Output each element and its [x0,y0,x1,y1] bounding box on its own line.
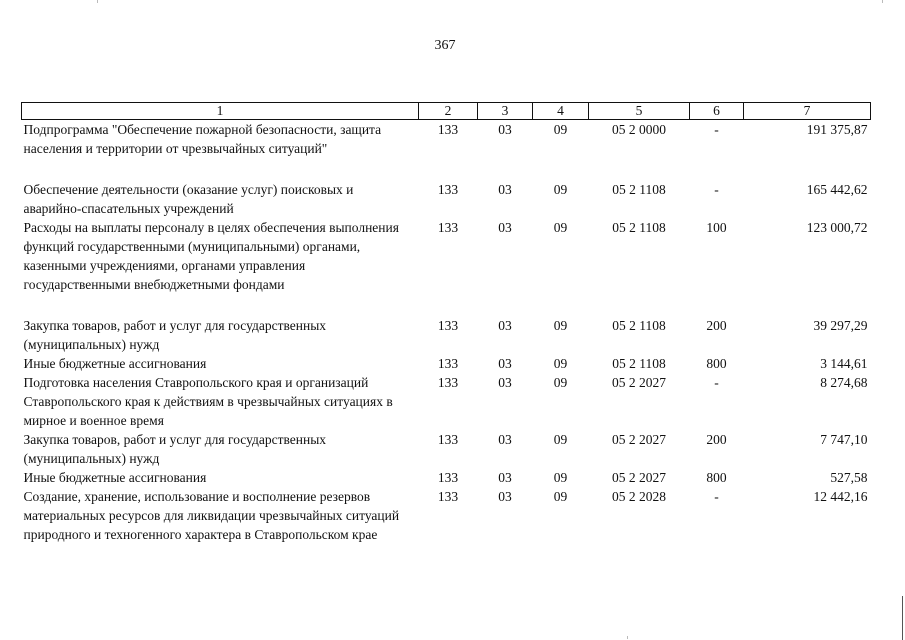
row-code-6: 100 [706,220,727,235]
row-name: Закупка товаров, работ и услуг для государственных (муниципальных) нужд [23,432,327,466]
row-amount: 7 747,10 [820,432,868,447]
row-amount: 123 000,72 [806,220,868,235]
row-amount: 3 144,61 [820,356,868,371]
row-code-4: 09 [553,470,568,485]
table-row [22,354,871,373]
row-amount: 12 442,16 [813,489,868,504]
row-code-3: 03 [498,489,512,504]
row-code-4: 09 [553,318,568,333]
row-code-4: 09 [553,375,568,390]
row-name: Подпрограмма "Обеспечение пожарной безопасности, защита населения и территории от чрезвычайных ситуаций" [23,122,382,156]
row-code-5: 05 2 2027 [612,470,666,485]
column-header-1: 1 [22,103,419,120]
row-code-5: 05 2 2027 [612,375,666,390]
column-header-4: 4 [533,103,589,120]
row-code-2: 133 [437,470,459,485]
row-name: Обеспечение деятельности (оказание услуг) поисковых и аварийно-спасательных учреждений [23,182,354,216]
row-code-6: - [714,489,719,504]
row-code-5: 05 2 2027 [612,432,666,447]
table-row [22,316,871,354]
row-code-6: 200 [706,432,727,447]
row-code-3: 03 [498,182,512,197]
row-code-5: 05 2 2028 [612,489,666,504]
row-code-6: 200 [706,318,727,333]
row-name: Иные бюджетные ассигнования [23,470,207,485]
row-amount: 39 297,29 [813,318,868,333]
row-code-2: 133 [437,375,459,390]
row-code-3: 03 [498,356,512,371]
row-code-4: 09 [553,432,568,447]
column-header-5: 5 [589,103,690,120]
row-code-6: - [714,122,719,137]
row-code-5: 05 2 1108 [612,220,666,235]
row-code-2: 133 [437,220,459,235]
row-name: Расходы на выплаты персоналу в целях обеспечения выполнения функций государственными (муниципальными) органами, казенными учреждениями, органами управления государственными внебюджетными фондами [23,220,399,292]
row-name: Подготовка населения Ставропольского края и организаций Ставропольского края к действиям в чрезвычайных ситуациях в мирное и военное время [23,375,393,428]
row-name: Создание, хранение, использование и восполнение резервов материальных ресурсов для ликвидации чрезвычайных ситуаций природного и техногенного характера в Ставропольском крае [23,489,400,542]
row-code-3: 03 [498,375,512,390]
scan-dot [97,0,98,3]
table-row [22,468,871,487]
page-number: 367 [434,38,456,53]
table-row [22,180,871,218]
table-row [22,373,871,430]
row-code-6: - [714,182,719,197]
row-code-2: 133 [437,489,459,504]
row-spacer [22,294,871,316]
row-amount: 527,58 [830,470,868,485]
row-code-5: 05 2 0000 [612,122,666,137]
row-code-4: 09 [553,489,568,504]
row-code-2: 133 [437,122,459,137]
row-code-2: 133 [437,432,459,447]
column-header-2: 2 [419,103,478,120]
table-row [22,430,871,468]
scan-edge-mark [902,596,903,640]
column-header-7: 7 [744,103,871,120]
scan-dot [882,0,883,3]
row-name: Иные бюджетные ассигнования [23,356,207,371]
column-header-3: 3 [478,103,533,120]
row-code-5: 05 2 1108 [612,356,666,371]
row-code-3: 03 [498,220,512,235]
row-code-3: 03 [498,432,512,447]
row-code-4: 09 [553,356,568,371]
row-code-5: 05 2 1108 [612,182,666,197]
row-code-4: 09 [553,122,568,137]
row-name: Закупка товаров, работ и услуг для государственных (муниципальных) нужд [23,318,327,352]
row-code-5: 05 2 1108 [612,318,666,333]
table-row [22,120,871,159]
row-amount: 8 274,68 [820,375,868,390]
row-spacer [22,158,871,180]
row-amount: 191 375,87 [806,122,868,137]
table-row [22,218,871,294]
scan-dot [627,636,628,639]
row-code-3: 03 [498,318,512,333]
table-header-row [22,103,871,120]
row-code-2: 133 [437,318,459,333]
row-code-2: 133 [437,182,459,197]
row-code-2: 133 [437,356,459,371]
column-header-6: 6 [690,103,744,120]
row-code-6: 800 [706,470,727,485]
table-row [22,487,871,544]
row-code-4: 09 [553,220,568,235]
row-code-6: - [714,375,719,390]
table-body [22,120,871,545]
row-code-3: 03 [498,122,512,137]
budget-table [21,102,871,544]
row-code-3: 03 [498,470,512,485]
row-code-4: 09 [553,182,568,197]
row-code-6: 800 [706,356,727,371]
row-amount: 165 442,62 [806,182,868,197]
